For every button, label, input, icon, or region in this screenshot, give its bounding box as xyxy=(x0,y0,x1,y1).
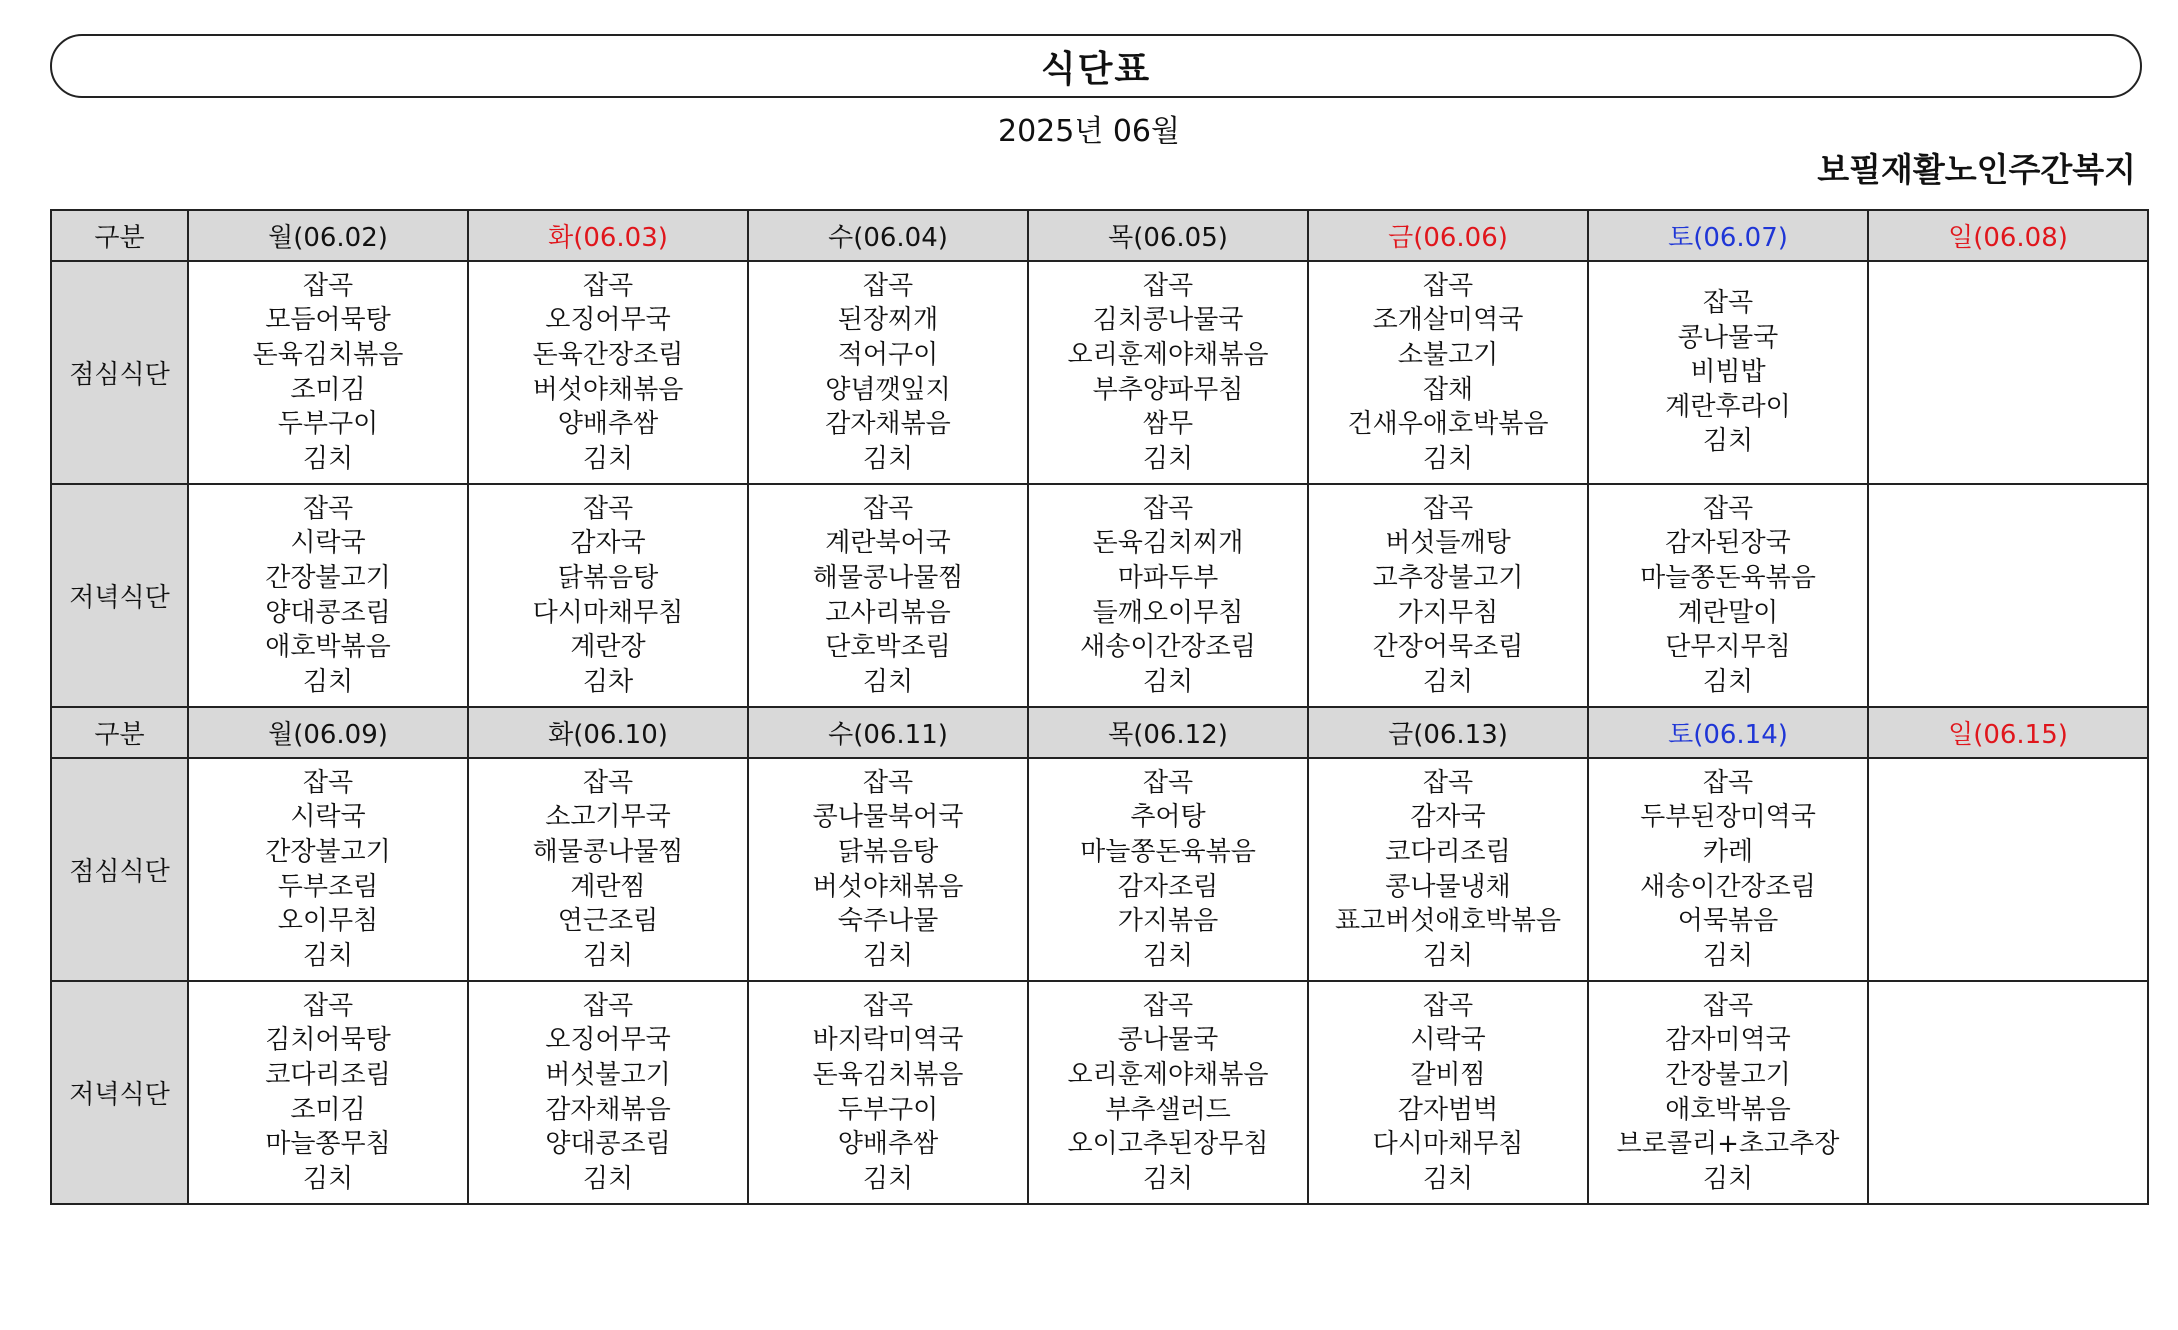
dish-item: 마늘쫑돈육볶음 xyxy=(1080,836,1256,867)
lunch-row xyxy=(51,261,2148,484)
lunch-label-cell: 점심식단 xyxy=(51,758,188,981)
dish-item: 돈육김치찌개 xyxy=(1092,528,1244,559)
dish-item: 잡곡 xyxy=(1422,493,1474,524)
dish-item: 콩나물냉채 xyxy=(1385,871,1511,902)
dish-item: 잡곡 xyxy=(582,270,634,301)
dish-item: 김치 xyxy=(302,1163,354,1194)
dish-item: 김치 xyxy=(862,1163,914,1194)
dish-item: 해물콩나물찜 xyxy=(532,836,684,867)
dish-item: 잡곡 xyxy=(1142,767,1194,798)
dinner-menu-cell xyxy=(1868,981,2148,1204)
dish-item: 닭볶음탕 xyxy=(557,562,659,593)
dish-item: 감자국 xyxy=(1410,802,1486,833)
dish-item: 애호박볶음 xyxy=(265,632,391,663)
dinner-row xyxy=(51,981,2148,1204)
dish-item: 김치 xyxy=(1702,940,1754,971)
dish-item: 잡채 xyxy=(1422,374,1474,405)
dish-item: 계란북어국 xyxy=(825,528,951,559)
lunch-menu-cell xyxy=(1028,261,1308,484)
dish-item: 부추양파무침 xyxy=(1092,374,1244,405)
dish-item: 콩나물국 xyxy=(1117,1025,1219,1056)
dish-item: 잡곡 xyxy=(1422,270,1474,301)
meal-plan-body xyxy=(51,210,2148,1204)
dinner-menu-cell xyxy=(1588,981,1868,1204)
dish-item: 김치 xyxy=(1422,940,1474,971)
dish-item: 어묵볶음 xyxy=(1677,906,1779,937)
dish-item: 오징어무국 xyxy=(545,1025,671,1056)
dish-item: 마늘쫑무침 xyxy=(265,1129,391,1160)
lunch-menu-cell xyxy=(1308,758,1588,981)
dish-item: 적어구이 xyxy=(837,339,939,370)
dish-item: 소불고기 xyxy=(1397,339,1499,370)
dish-item: 건새우애호박볶음 xyxy=(1347,409,1549,440)
dish-item: 숙주나물 xyxy=(837,906,939,937)
dish-item: 김치 xyxy=(582,1163,634,1194)
dish-item: 오징어무국 xyxy=(545,305,671,336)
dinner-label-cell: 저녁식단 xyxy=(51,981,188,1204)
lunch-menu-cell xyxy=(1868,261,2148,484)
dish-item: 김치 xyxy=(302,940,354,971)
dish-item: 잡곡 xyxy=(582,767,634,798)
dish-item: 가지무침 xyxy=(1397,597,1499,628)
dish-item: 김치 xyxy=(1702,1163,1754,1194)
lunch-menu-cell xyxy=(1588,758,1868,981)
lunch-menu-cell xyxy=(1588,261,1868,484)
dish-item: 코다리조림 xyxy=(1385,836,1511,867)
dish-item: 잡곡 xyxy=(862,990,914,1021)
dish-item: 김치 xyxy=(1142,666,1194,697)
menu-month: 2025년 06월 xyxy=(997,114,1181,149)
dish-item: 두부구이 xyxy=(837,1094,939,1125)
dish-item: 부추샐러드 xyxy=(1105,1094,1231,1125)
week-header-row xyxy=(51,707,2148,758)
day-header-cell: 목(06.05) xyxy=(1028,210,1308,261)
dish-item: 비빔밥 xyxy=(1690,357,1766,388)
dish-item: 오리훈제야채볶음 xyxy=(1067,1059,1269,1090)
dish-item: 가지볶음 xyxy=(1117,906,1219,937)
dish-item: 잡곡 xyxy=(862,270,914,301)
dish-item: 감자국 xyxy=(570,528,646,559)
dish-item: 바지락미역국 xyxy=(812,1025,964,1056)
dish-item: 표고버섯애호박볶음 xyxy=(1334,906,1562,937)
day-header-cell: 화(06.03) xyxy=(468,210,748,261)
dish-item: 버섯들깨탕 xyxy=(1385,528,1511,559)
day-header-cell: 일(06.15) xyxy=(1868,707,2148,758)
dish-item: 양배추쌈 xyxy=(837,1129,939,1160)
dish-item: 양념깻잎지 xyxy=(825,374,951,405)
dish-item: 돈육김치볶음 xyxy=(252,339,404,370)
dish-item: 닭볶음탕 xyxy=(837,836,939,867)
dish-item: 계란말이 xyxy=(1677,597,1779,628)
dish-item: 양대콩조림 xyxy=(545,1129,671,1160)
day-header-cell: 수(06.04) xyxy=(748,210,1028,261)
lunch-menu-cell xyxy=(748,758,1028,981)
dish-item: 새송이간장조림 xyxy=(1080,632,1256,663)
dish-item: 고사리볶음 xyxy=(825,597,951,628)
dish-item: 오이고추된장무침 xyxy=(1067,1129,1269,1160)
dish-item: 연근조림 xyxy=(557,906,659,937)
dinner-menu-cell xyxy=(1028,981,1308,1204)
dish-item: 감자범벅 xyxy=(1397,1094,1499,1125)
dish-item: 간장불고기 xyxy=(265,562,391,593)
dish-item: 잡곡 xyxy=(1142,270,1194,301)
day-header-cell: 화(06.10) xyxy=(468,707,748,758)
dish-item: 김치 xyxy=(862,940,914,971)
dish-item: 김치콩나물국 xyxy=(1092,305,1244,336)
dish-item: 감자미역국 xyxy=(1665,1025,1791,1056)
dish-item: 김치 xyxy=(1142,1163,1194,1194)
dinner-menu-cell xyxy=(468,484,748,707)
dish-item: 다시마채무침 xyxy=(532,597,684,628)
dish-item: 김치 xyxy=(862,666,914,697)
dish-item: 잡곡 xyxy=(302,493,354,524)
dish-item: 카레 xyxy=(1702,836,1754,867)
dish-item: 돈육간장조림 xyxy=(532,339,684,370)
dinner-menu-cell xyxy=(468,981,748,1204)
dish-item: 양대콩조림 xyxy=(265,597,391,628)
dish-item: 오이무침 xyxy=(277,906,379,937)
dish-item: 감자된장국 xyxy=(1665,528,1791,559)
dish-item: 고추장불고기 xyxy=(1372,562,1524,593)
dinner-label-cell: 저녁식단 xyxy=(51,484,188,707)
dish-item: 잡곡 xyxy=(1702,990,1754,1021)
dish-item: 잡곡 xyxy=(302,990,354,1021)
dish-item: 간장어묵조림 xyxy=(1372,632,1524,663)
dinner-menu-cell xyxy=(1308,484,1588,707)
dish-item: 갈비찜 xyxy=(1410,1059,1486,1090)
lunch-menu-cell xyxy=(468,758,748,981)
dish-item: 잡곡 xyxy=(1142,493,1194,524)
dish-item: 잡곡 xyxy=(1702,288,1754,319)
dish-item: 김치 xyxy=(582,940,634,971)
dish-item: 시락국 xyxy=(290,802,366,833)
dinner-menu-cell xyxy=(1308,981,1588,1204)
dinner-menu-cell xyxy=(188,484,468,707)
lunch-menu-cell xyxy=(1028,758,1308,981)
dish-item: 버섯야채볶음 xyxy=(812,871,964,902)
dinner-menu-cell xyxy=(1588,484,1868,707)
dish-item: 코다리조림 xyxy=(265,1059,391,1090)
dish-item: 단호박조림 xyxy=(825,632,951,663)
dish-item: 잡곡 xyxy=(1142,990,1194,1021)
dish-item: 잡곡 xyxy=(1422,990,1474,1021)
day-header-cell: 토(06.07) xyxy=(1588,210,1868,261)
dish-item: 김치 xyxy=(862,443,914,474)
dish-item: 두부된장미역국 xyxy=(1640,802,1816,833)
page-title: 식단표 xyxy=(1040,48,1152,90)
day-header-cell: 금(06.13) xyxy=(1308,707,1588,758)
dish-item: 감자조림 xyxy=(1117,871,1219,902)
week-header-row xyxy=(51,210,2148,261)
dish-item: 시락국 xyxy=(290,528,366,559)
dish-item: 김치 xyxy=(1702,426,1754,457)
dish-item: 해물콩나물찜 xyxy=(812,562,964,593)
dish-item: 다시마채무침 xyxy=(1372,1129,1524,1160)
dish-item: 잡곡 xyxy=(1702,493,1754,524)
dish-item: 김치 xyxy=(1142,940,1194,971)
dish-item: 조미김 xyxy=(290,1094,366,1125)
dish-item: 단무지무침 xyxy=(1665,632,1791,663)
dish-item: 계란후라이 xyxy=(1665,391,1791,422)
dish-item: 새송이간장조림 xyxy=(1640,871,1816,902)
dish-item: 감자채볶음 xyxy=(825,409,951,440)
dish-item: 김차 xyxy=(582,666,634,697)
dinner-menu-cell xyxy=(748,981,1028,1204)
lunch-row xyxy=(51,758,2148,981)
dish-item: 된장찌개 xyxy=(837,305,939,336)
dish-item: 계란찜 xyxy=(570,871,646,902)
lunch-menu-cell xyxy=(468,261,748,484)
dish-item: 마파두부 xyxy=(1117,562,1219,593)
dish-item: 들깨오이무침 xyxy=(1092,597,1244,628)
dish-item: 김치 xyxy=(1422,666,1474,697)
dish-item: 오리훈제야채볶음 xyxy=(1067,339,1269,370)
dish-item: 계란장 xyxy=(570,632,646,663)
lunch-menu-cell xyxy=(188,758,468,981)
dish-item: 잡곡 xyxy=(582,990,634,1021)
dish-item: 버섯불고기 xyxy=(545,1059,671,1090)
dish-item: 김치 xyxy=(582,443,634,474)
dish-item: 버섯야채볶음 xyxy=(532,374,684,405)
dish-item: 소고기무국 xyxy=(545,802,671,833)
day-header-cell: 금(06.06) xyxy=(1308,210,1588,261)
dish-item: 애호박볶음 xyxy=(1665,1094,1791,1125)
column-label-cell: 구분 xyxy=(51,707,188,758)
dish-item: 잡곡 xyxy=(302,270,354,301)
dinner-row xyxy=(51,484,2148,707)
dish-item: 두부구이 xyxy=(277,409,379,440)
dish-item: 잡곡 xyxy=(1422,767,1474,798)
dish-item: 감자채볶음 xyxy=(545,1094,671,1125)
dish-item: 조개살미역국 xyxy=(1372,305,1524,336)
dish-item: 잡곡 xyxy=(862,767,914,798)
day-header-cell: 월(06.02) xyxy=(188,210,468,261)
dish-item: 김치 xyxy=(1142,443,1194,474)
dish-item: 모듬어묵탕 xyxy=(265,305,391,336)
day-header-cell: 월(06.09) xyxy=(188,707,468,758)
dish-item: 추어탕 xyxy=(1130,802,1206,833)
dish-item: 브로콜리+초고추장 xyxy=(1616,1129,1840,1160)
dish-item: 돈육김치볶음 xyxy=(812,1059,964,1090)
dish-item: 김치 xyxy=(302,443,354,474)
lunch-menu-cell xyxy=(188,261,468,484)
dish-item: 잡곡 xyxy=(1702,767,1754,798)
dish-item: 김치 xyxy=(1702,666,1754,697)
dinner-menu-cell xyxy=(1868,484,2148,707)
day-header-cell: 일(06.08) xyxy=(1868,210,2148,261)
dish-item: 콩나물국 xyxy=(1677,322,1779,353)
dish-item: 잡곡 xyxy=(862,493,914,524)
dish-item: 양배추쌈 xyxy=(557,409,659,440)
dish-item: 김치 xyxy=(1422,443,1474,474)
dish-item: 콩나물북어국 xyxy=(812,802,964,833)
column-label-cell: 구분 xyxy=(51,210,188,261)
lunch-menu-cell xyxy=(1308,261,1588,484)
title-banner xyxy=(50,34,2142,98)
day-header-cell: 목(06.12) xyxy=(1028,707,1308,758)
dinner-menu-cell xyxy=(748,484,1028,707)
lunch-menu-cell xyxy=(1868,758,2148,981)
lunch-label-cell: 점심식단 xyxy=(51,261,188,484)
lunch-menu-cell xyxy=(748,261,1028,484)
dinner-menu-cell xyxy=(188,981,468,1204)
meal-plan-table xyxy=(50,209,2149,1205)
organization-name: 보필재활노인주간복지 xyxy=(1817,150,2136,189)
dish-item: 두부조림 xyxy=(277,871,379,902)
dish-item: 시락국 xyxy=(1410,1025,1486,1056)
day-header-cell: 수(06.11) xyxy=(748,707,1028,758)
dish-item: 김치 xyxy=(302,666,354,697)
dish-item: 간장불고기 xyxy=(265,836,391,867)
dish-item: 쌈무 xyxy=(1142,409,1194,440)
dish-item: 잡곡 xyxy=(302,767,354,798)
dinner-menu-cell xyxy=(1028,484,1308,707)
dish-item: 김치 xyxy=(1422,1163,1474,1194)
dish-item: 조미김 xyxy=(290,374,366,405)
dish-item: 김치어묵탕 xyxy=(265,1025,391,1056)
dish-item: 마늘쫑돈육볶음 xyxy=(1640,562,1816,593)
dish-item: 잡곡 xyxy=(582,493,634,524)
dish-item: 간장불고기 xyxy=(1665,1059,1791,1090)
day-header-cell: 토(06.14) xyxy=(1588,707,1868,758)
